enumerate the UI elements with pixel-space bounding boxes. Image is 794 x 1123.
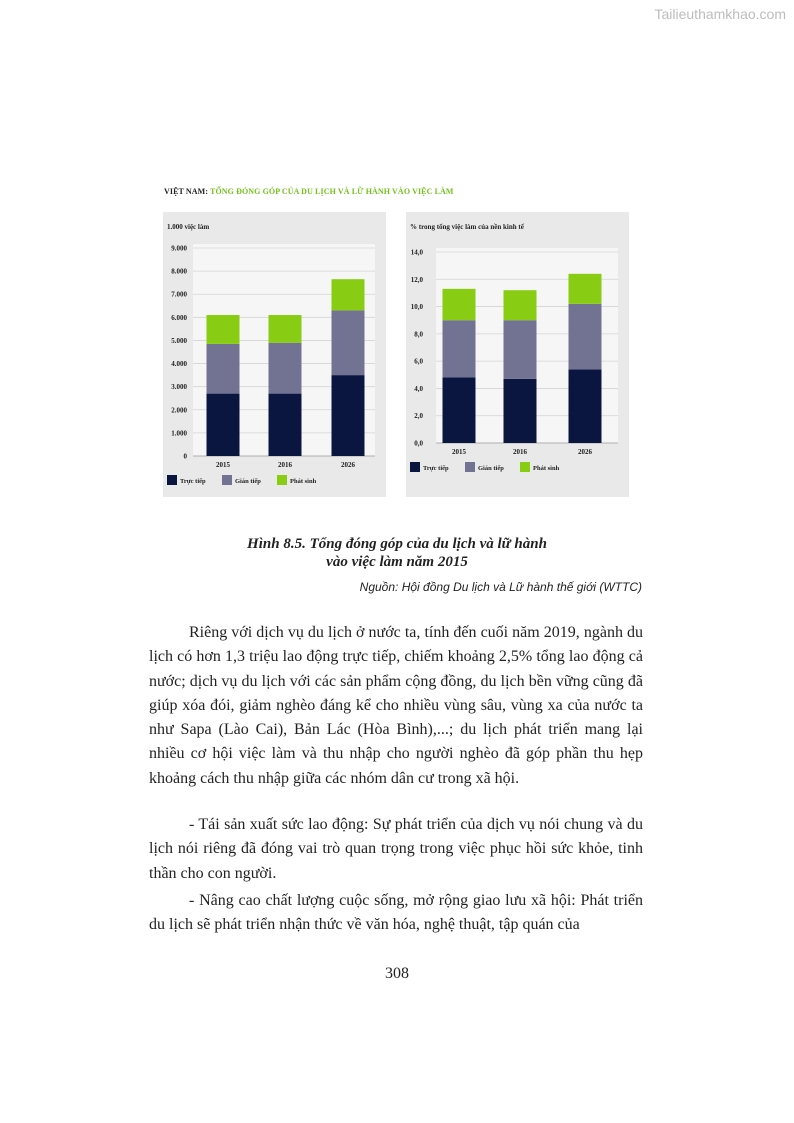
chart-xtick-label: 2026	[578, 448, 592, 456]
chart-ytick-label: 6.000	[171, 313, 187, 322]
chart-ylabel: 1.000 việc làm	[167, 223, 210, 231]
chart-ytick-label: 0	[183, 452, 187, 461]
chart-bar-direct	[443, 378, 476, 443]
chart-bar-induced	[269, 315, 302, 343]
chart-ytick-label: 10,0	[410, 303, 423, 312]
chart-bar-direct	[269, 394, 302, 456]
chart-ytick-label: 4.000	[171, 360, 187, 369]
paragraph-3: - Nâng cao chất lượng cuộc sống, mở rộng giao lưu xã hội: Phát triển du lịch sẽ phát triển nhận thức về văn hóa, nghệ thuật, tập quán của	[149, 892, 643, 934]
chart-bar-direct	[332, 375, 365, 456]
legend-swatch	[410, 462, 420, 472]
chart-bar-direct	[504, 379, 537, 443]
paragraph-2: - Tái sản xuất sức lao động: Sự phát triển của dịch vụ nói chung và du lịch nói riêng đã đóng vai trò quan trọng trong việc phục hồi sức khỏe, tinh thần cho con người.	[149, 816, 643, 882]
chart-bar-induced	[332, 279, 365, 310]
legend-label: Phát sinh	[290, 478, 317, 485]
legend-swatch	[465, 462, 475, 472]
chart-ytick-label: 7.000	[171, 290, 187, 299]
paragraph-1: Riêng với dịch vụ du lịch ở nước ta, tính đến cuối năm 2019, ngành du lịch có hơn 1,3 triệu lao động trực tiếp, chiếm khoảng 2,5% tổng lao động cả nước; dịch vụ du lịch với các sản phẩm cộng đồng, du lịch bền vững cũng đã giúp xóa đói, giảm nghèo đáng kể cho nhiều vùng sâu, vùng xa của nước ta như Sapa (Lào Cai), Bản Lác (Hòa Bình),...; du lịch phát triển mang lại nhiều cơ hội việc làm và thu nhập cho người nghèo đã góp phần thu hẹp khoảng cách thu nhập giữa các nhóm dân cư trong xã hội.	[149, 624, 643, 787]
chart-ytick-label: 4,0	[414, 384, 423, 393]
legend-swatch	[167, 475, 177, 485]
chart-ytick-label: 2,0	[414, 412, 423, 421]
chart-percent-svg	[406, 212, 629, 497]
chart-bar-indirect	[269, 343, 302, 394]
chart-bar-direct	[569, 369, 602, 443]
legend-label: Trực tiếp	[180, 478, 206, 485]
chart-ytick-label: 0,0	[414, 439, 423, 448]
chart-bar-indirect	[569, 304, 602, 369]
figure-source: Nguồn: Hội đồng Du lịch và Lữ hành thế giới (WTTC)	[359, 580, 642, 594]
chart-jobs-svg	[163, 212, 386, 497]
chart-bar-indirect	[207, 344, 240, 394]
legend-swatch	[520, 462, 530, 472]
chart-xtick-label: 2016	[278, 461, 292, 469]
chart-bar-induced	[443, 289, 476, 320]
chart-xtick-label: 2026	[341, 461, 355, 469]
legend-swatch	[277, 475, 287, 485]
chart-xtick-label: 2015	[216, 461, 230, 469]
chart-ytick-label: 8.000	[171, 267, 187, 276]
chart-bar-indirect	[443, 320, 476, 377]
chart-ytick-label: 14,0	[410, 248, 423, 257]
chart-bar-induced	[504, 290, 537, 320]
chart-bar-induced	[569, 274, 602, 304]
chart-bar-induced	[207, 315, 240, 344]
chart-ytick-label: 1.000	[171, 429, 187, 438]
chart-ylabel: % trong tổng việc làm của nền kinh tế	[410, 223, 524, 231]
chart-ytick-label: 6,0	[414, 357, 423, 366]
chart-jobs-percent	[406, 212, 629, 497]
chart-ytick-label: 8,0	[414, 330, 423, 339]
chart-bar-direct	[207, 394, 240, 456]
figure-caption-line2: vào việc làm năm 2015	[326, 554, 468, 570]
chart-jobs-thousands	[163, 212, 386, 497]
chart-xtick-label: 2015	[452, 448, 466, 456]
legend-swatch	[222, 475, 232, 485]
chart-ytick-label: 2.000	[171, 406, 187, 415]
legend-label: Phát sinh	[533, 465, 560, 472]
figure-title	[164, 187, 454, 196]
chart-ytick-label: 12,0	[410, 275, 423, 284]
figure-title-highlight: TỔNG ĐÓNG GÓP CỦA DU LỊCH VÀ LỮ HÀNH VÀO VIỆC LÀM	[210, 187, 454, 196]
page-number: 308	[385, 965, 409, 982]
chart-ytick-label: 9.000	[171, 244, 187, 253]
legend-label: Gián tiếp	[478, 465, 504, 472]
legend-label: Trực tiếp	[423, 465, 449, 472]
figure-caption-line1: Hình 8.5. Tổng đóng góp của du lịch và lữ hành	[247, 536, 547, 552]
chart-ytick-label: 3.000	[171, 383, 187, 392]
figure-title-prefix: VIỆT NAM:	[164, 187, 211, 196]
chart-bar-indirect	[332, 310, 365, 375]
chart-xtick-label: 2016	[513, 448, 527, 456]
watermark: Tailieuthamkhao.com	[654, 6, 786, 22]
chart-ytick-label: 5.000	[171, 336, 187, 345]
chart-bar-indirect	[504, 320, 537, 379]
legend-label: Gián tiếp	[235, 478, 261, 485]
